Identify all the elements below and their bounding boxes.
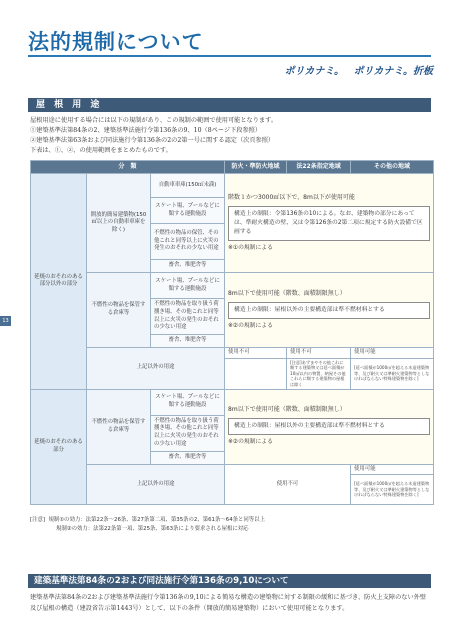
group-open-simple-building: 開放的簡易建築物(150㎡以上の自動車車庫を除く) [87, 174, 151, 273]
use-sports-facility: スケート場、プールなどに類する運動施設 [151, 389, 225, 415]
brand-logos [279, 62, 433, 77]
section-header-article84 [28, 574, 431, 588]
use-sports-facility: スケート場、プールなどに類する運動施設 [151, 273, 225, 299]
section-header-roof-use [28, 98, 431, 112]
note-label: [注意] [30, 517, 45, 523]
intro-line: ①建築基準法第84条の2、建築基準法施行令第136条の9、10（8ページ下段参照） [30, 127, 262, 134]
other-zone-verdict: 使用可能 [351, 464, 434, 475]
use-sports-facility: スケート場、プールなどに類する運動施設 [151, 198, 225, 224]
title-rule [28, 55, 431, 57]
group-nonflammable-warehouse: 不燃性の物品を保管する倉庫等 [87, 389, 151, 464]
note-rule-1: 規制①の効力：法第22条～26条、第27条第二項、第35条の2、第61条～64条と同等以上 [48, 517, 265, 523]
header-other-zone: その他の地域 [351, 161, 434, 174]
use-livestock-barn: 畜舎、堆肥舎等 [151, 451, 225, 464]
condition-open-building [225, 174, 434, 273]
use-livestock-barn: 畜舎、堆肥舎等 [151, 335, 225, 348]
header-fire-zone: 防火・準防火地域 [225, 161, 287, 174]
condition-lead: 8m以下で使用可能（階数、面積制限無し） [228, 289, 346, 297]
fire-zone-blank [225, 358, 287, 389]
article22-verdict: 使用不可 [287, 348, 351, 359]
brand-logo-polycanami: ポリカナミ。 [284, 66, 345, 77]
use-nonflammable-storage: 不燃性の物品の保管、その他これと同等以上に火災の発生のおそれの少ない用途 [151, 224, 225, 260]
use-garage: 自動車車庫(150㎡未満) [151, 174, 225, 198]
condition-note: ※②の規制による [228, 322, 273, 329]
page-side-tab: 13 [0, 316, 11, 326]
section2-body: 建築基準法第84条の2および建築基準法施行令第136条の9,10による簡易な構造の建築物に対する制限の緩和に基づき、防火上支障のない外壁及び屋根の構造（建設省告示第1443号）として、以下の条件（開放的簡易建築物）において使用可能となります。 [30, 594, 427, 612]
condition-warehouse [225, 273, 434, 348]
other-zone-verdict: 使用可能 [351, 348, 434, 359]
condition-fire-spread [225, 389, 434, 464]
condition-lead: 階数１かつ3000㎡以下で、8m以下が使用可能 [228, 193, 355, 201]
use-nonflammable-handling: 不燃性の物品を取り扱う荷捌き場、その他これと同等以上に火災の発生のおそれの少ない用途 [151, 415, 225, 451]
table-notes [30, 516, 265, 534]
intro-line: 下表は、①、②、の使用範囲をまとめたものです。 [30, 147, 172, 154]
use-nonflammable-handling: 不燃性の物品を取り扱う荷捌き場、その他これと同等以上に火災の発生のおそれの少ない用途 [151, 299, 225, 335]
article22-note: [注意]あずまやその他これに類する建築物又は延べ面積が10㎡以内の物置、納屋その他これらに類する建築物の屋根は除く [287, 358, 351, 389]
section-title: 屋 根 用 途 [36, 100, 103, 110]
condition-lead: 8m以下で使用可能（階数、面積制限無し） [228, 406, 346, 414]
header-article22-zone: 法22条指定地域 [287, 161, 351, 174]
zone-label-fire-spread: 延焼のおそれのある部分 [31, 389, 87, 505]
note-line [30, 516, 265, 525]
fire-zone-verdict: 使用不可 [225, 348, 287, 359]
other-zone-note: [延べ面積が1000㎡を超える木造建築物等、及び耐火又は準耐火建築物等としなければならない特殊建築物を除く] [351, 475, 434, 505]
other-zone-note: [延べ面積が1000㎡を超える木造建築物等、及び耐火又は準耐火建築物等としなければならない特殊建築物を除く] [351, 358, 434, 389]
use-other: 上記以外の用途 [87, 348, 225, 390]
use-other: 上記以外の用途 [87, 464, 225, 505]
intro-line: ②建築基準法第63条および同法施行令第136条の2の2第一号に関する認定（次頁参照） [30, 137, 275, 144]
condition-frame: 構造上の制限：屋根以外の主要構造部は準不燃材料とする [228, 302, 430, 319]
regulation-table [30, 160, 434, 505]
page-title: 法的規制について [28, 30, 204, 54]
brand-logo-polycanami-folded: ポリカナミ。折板 [353, 66, 433, 77]
condition-note: ※②の規制による [228, 439, 273, 446]
header-category: 分 類 [31, 161, 225, 174]
condition-frame: 構造上の制限：屋根以外の主要構造部は準不燃材料とする [228, 418, 430, 435]
condition-frame: 構造上の制限：令第136条の10による。なお、建築物の部分にあっては、準耐火構造の壁、又は令第126条の2第二項に規定する防火設備で区画する [228, 206, 430, 241]
intro-text [30, 116, 430, 156]
group-nonflammable-warehouse: 不燃性の物品を保管する倉庫等 [87, 273, 151, 348]
zone-label-non-fire-spread: 延焼のおそれのある部分以外の部分 [31, 174, 87, 390]
use-livestock-barn: 畜舎、堆肥舎等 [151, 260, 225, 273]
section-title: 建築基準法第84条の2および同法施行令第136条の9,10について [34, 576, 289, 586]
intro-line: 屋根用途に使用する場合には以下の規制があり、この規制の範囲で使用可能となります。 [30, 117, 278, 124]
condition-note: ※①の規制による [228, 244, 273, 251]
note-rule-2: 規制②の効力：法第22条第一項、第25条、第63条により要求される屋根に対応 [56, 526, 249, 532]
fire-and-article22-verdict: 使用不可 [225, 464, 351, 505]
